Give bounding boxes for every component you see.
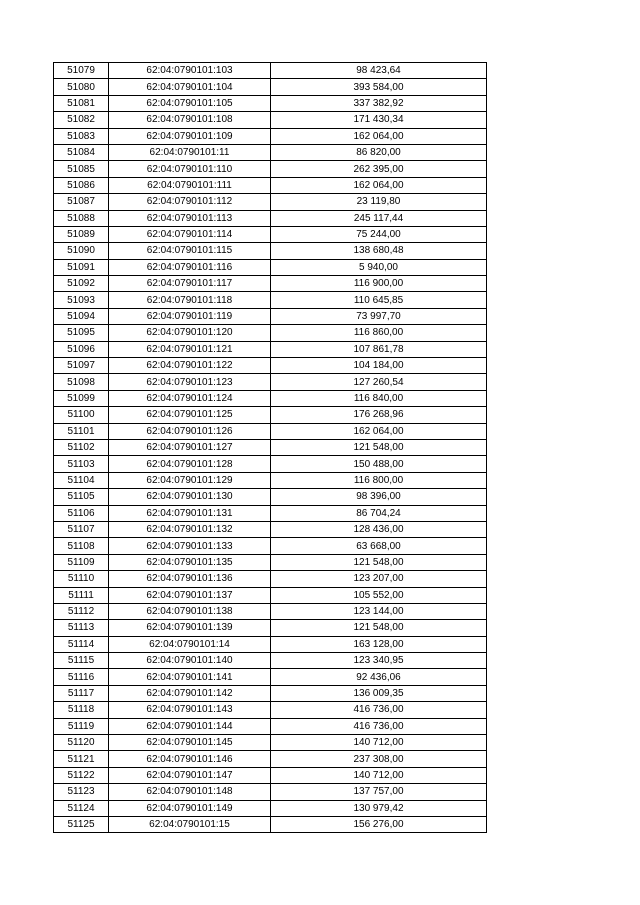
cadastral-number-cell: 62:04:0790101:119: [109, 308, 271, 324]
cadastral-number-cell: 62:04:0790101:105: [109, 95, 271, 111]
row-number-cell: 51085: [54, 161, 109, 177]
table-row: [54, 800, 487, 816]
row-number-cell: 51088: [54, 210, 109, 226]
value-cell: 107 861,78: [271, 341, 487, 357]
table-row: [54, 259, 487, 275]
table-row: [54, 685, 487, 701]
value-cell: 98 396,00: [271, 489, 487, 505]
cadastral-number-cell: 62:04:0790101:139: [109, 620, 271, 636]
value-cell: 137 757,00: [271, 784, 487, 800]
row-number-cell: 51094: [54, 308, 109, 324]
value-cell: 163 128,00: [271, 636, 487, 652]
value-cell: 123 144,00: [271, 603, 487, 619]
value-cell: 116 860,00: [271, 325, 487, 341]
value-cell: 116 840,00: [271, 390, 487, 406]
value-cell: 23 119,80: [271, 194, 487, 210]
table-row: [54, 243, 487, 259]
row-number-cell: 51089: [54, 226, 109, 242]
cadastral-number-cell: 62:04:0790101:103: [109, 63, 271, 79]
row-number-cell: 51121: [54, 751, 109, 767]
row-number-cell: 51091: [54, 259, 109, 275]
value-cell: 75 244,00: [271, 226, 487, 242]
row-number-cell: 51113: [54, 620, 109, 636]
table-row: [54, 538, 487, 554]
row-number-cell: 51105: [54, 489, 109, 505]
value-cell: 116 900,00: [271, 276, 487, 292]
cadastral-number-cell: 62:04:0790101:104: [109, 79, 271, 95]
row-number-cell: 51120: [54, 735, 109, 751]
table-row: [54, 554, 487, 570]
cadastral-number-cell: 62:04:0790101:146: [109, 751, 271, 767]
cadastral-number-cell: 62:04:0790101:113: [109, 210, 271, 226]
row-number-cell: 51095: [54, 325, 109, 341]
cadastral-number-cell: 62:04:0790101:125: [109, 407, 271, 423]
row-number-cell: 51084: [54, 144, 109, 160]
table-body: [54, 63, 487, 833]
value-cell: 140 712,00: [271, 735, 487, 751]
value-cell: 393 584,00: [271, 79, 487, 95]
value-cell: 63 668,00: [271, 538, 487, 554]
value-cell: 98 423,64: [271, 63, 487, 79]
cadastral-number-cell: 62:04:0790101:147: [109, 767, 271, 783]
row-number-cell: 51112: [54, 603, 109, 619]
value-cell: 140 712,00: [271, 767, 487, 783]
row-number-cell: 51093: [54, 292, 109, 308]
value-cell: 116 800,00: [271, 472, 487, 488]
table-row: [54, 521, 487, 537]
table-row: [54, 784, 487, 800]
table-row: [54, 636, 487, 652]
row-number-cell: 51123: [54, 784, 109, 800]
table-row: [54, 161, 487, 177]
table-row: [54, 308, 487, 324]
value-cell: 176 268,96: [271, 407, 487, 423]
value-cell: 110 645,85: [271, 292, 487, 308]
value-cell: 123 207,00: [271, 571, 487, 587]
cadastral-number-cell: 62:04:0790101:131: [109, 505, 271, 521]
cadastral-number-cell: 62:04:0790101:144: [109, 718, 271, 734]
row-number-cell: 51100: [54, 407, 109, 423]
cadastral-number-cell: 62:04:0790101:15: [109, 816, 271, 832]
row-number-cell: 51080: [54, 79, 109, 95]
table-row: [54, 423, 487, 439]
cadastral-number-cell: 62:04:0790101:137: [109, 587, 271, 603]
value-cell: 337 382,92: [271, 95, 487, 111]
table-row: [54, 226, 487, 242]
table-row: [54, 620, 487, 636]
value-cell: 127 260,54: [271, 374, 487, 390]
table-row: [54, 489, 487, 505]
row-number-cell: 51098: [54, 374, 109, 390]
cadastral-number-cell: 62:04:0790101:114: [109, 226, 271, 242]
table-row: [54, 95, 487, 111]
value-cell: 121 548,00: [271, 620, 487, 636]
cadastral-number-cell: 62:04:0790101:132: [109, 521, 271, 537]
table-row: [54, 816, 487, 832]
value-cell: 262 395,00: [271, 161, 487, 177]
cadastral-number-cell: 62:04:0790101:149: [109, 800, 271, 816]
value-cell: 121 548,00: [271, 554, 487, 570]
value-cell: 5 940,00: [271, 259, 487, 275]
table-row: [54, 210, 487, 226]
row-number-cell: 51119: [54, 718, 109, 734]
table-row: [54, 144, 487, 160]
cadastral-number-cell: 62:04:0790101:140: [109, 653, 271, 669]
value-cell: 105 552,00: [271, 587, 487, 603]
value-cell: 237 308,00: [271, 751, 487, 767]
row-number-cell: 51102: [54, 439, 109, 455]
value-cell: 123 340,95: [271, 653, 487, 669]
value-cell: 138 680,48: [271, 243, 487, 259]
row-number-cell: 51081: [54, 95, 109, 111]
cadastral-number-cell: 62:04:0790101:117: [109, 276, 271, 292]
cadastral-number-cell: 62:04:0790101:130: [109, 489, 271, 505]
row-number-cell: 51122: [54, 767, 109, 783]
table-row: [54, 407, 487, 423]
value-cell: 136 009,35: [271, 685, 487, 701]
row-number-cell: 51114: [54, 636, 109, 652]
value-cell: 245 117,44: [271, 210, 487, 226]
cadastral-number-cell: 62:04:0790101:126: [109, 423, 271, 439]
row-number-cell: 51125: [54, 816, 109, 832]
table-row: [54, 751, 487, 767]
cadastral-number-cell: 62:04:0790101:111: [109, 177, 271, 193]
row-number-cell: 51087: [54, 194, 109, 210]
value-cell: 73 997,70: [271, 308, 487, 324]
cadastral-number-cell: 62:04:0790101:123: [109, 374, 271, 390]
value-cell: 171 430,34: [271, 112, 487, 128]
table-row: [54, 79, 487, 95]
table-row: [54, 325, 487, 341]
table-row: [54, 276, 487, 292]
table-row: [54, 456, 487, 472]
table-row: [54, 194, 487, 210]
row-number-cell: 51110: [54, 571, 109, 587]
value-cell: 416 736,00: [271, 702, 487, 718]
table-row: [54, 128, 487, 144]
value-cell: 150 488,00: [271, 456, 487, 472]
row-number-cell: 51118: [54, 702, 109, 718]
cadastral-number-cell: 62:04:0790101:128: [109, 456, 271, 472]
cadastral-number-cell: 62:04:0790101:116: [109, 259, 271, 275]
value-cell: 130 979,42: [271, 800, 487, 816]
cadastral-number-cell: 62:04:0790101:11: [109, 144, 271, 160]
cadastral-number-cell: 62:04:0790101:148: [109, 784, 271, 800]
row-number-cell: 51082: [54, 112, 109, 128]
table-row: [54, 472, 487, 488]
table-row: [54, 603, 487, 619]
value-cell: 156 276,00: [271, 816, 487, 832]
table-row: [54, 341, 487, 357]
cadastral-number-cell: 62:04:0790101:122: [109, 358, 271, 374]
row-number-cell: 51116: [54, 669, 109, 685]
cadastral-number-cell: 62:04:0790101:127: [109, 439, 271, 455]
cadastral-number-cell: 62:04:0790101:14: [109, 636, 271, 652]
cadastral-number-cell: 62:04:0790101:109: [109, 128, 271, 144]
cadastral-number-cell: 62:04:0790101:129: [109, 472, 271, 488]
cadastral-number-cell: 62:04:0790101:108: [109, 112, 271, 128]
cadastral-number-cell: 62:04:0790101:135: [109, 554, 271, 570]
cadastral-number-cell: 62:04:0790101:124: [109, 390, 271, 406]
row-number-cell: 51111: [54, 587, 109, 603]
table-row: [54, 571, 487, 587]
row-number-cell: 51108: [54, 538, 109, 554]
cadastral-number-cell: 62:04:0790101:141: [109, 669, 271, 685]
value-cell: 128 436,00: [271, 521, 487, 537]
table-row: [54, 653, 487, 669]
table-row: [54, 112, 487, 128]
value-cell: 104 184,00: [271, 358, 487, 374]
value-cell: 162 064,00: [271, 128, 487, 144]
table-row: [54, 292, 487, 308]
cadastral-number-cell: 62:04:0790101:120: [109, 325, 271, 341]
row-number-cell: 51083: [54, 128, 109, 144]
table-row: [54, 702, 487, 718]
cadastral-number-cell: 62:04:0790101:121: [109, 341, 271, 357]
cadastral-number-cell: 62:04:0790101:138: [109, 603, 271, 619]
row-number-cell: 51106: [54, 505, 109, 521]
row-number-cell: 51101: [54, 423, 109, 439]
table-row: [54, 390, 487, 406]
row-number-cell: 51099: [54, 390, 109, 406]
table-row: [54, 505, 487, 521]
row-number-cell: 51124: [54, 800, 109, 816]
row-number-cell: 51104: [54, 472, 109, 488]
table-row: [54, 63, 487, 79]
cadastral-number-cell: 62:04:0790101:110: [109, 161, 271, 177]
table-row: [54, 735, 487, 751]
value-cell: 86 704,24: [271, 505, 487, 521]
row-number-cell: 51096: [54, 341, 109, 357]
cadastral-number-cell: 62:04:0790101:133: [109, 538, 271, 554]
row-number-cell: 51097: [54, 358, 109, 374]
row-number-cell: 51086: [54, 177, 109, 193]
row-number-cell: 51115: [54, 653, 109, 669]
table-row: [54, 718, 487, 734]
value-cell: 162 064,00: [271, 177, 487, 193]
table-row: [54, 767, 487, 783]
table-row: [54, 439, 487, 455]
value-cell: 92 436,06: [271, 669, 487, 685]
row-number-cell: 51092: [54, 276, 109, 292]
row-number-cell: 51107: [54, 521, 109, 537]
value-cell: 162 064,00: [271, 423, 487, 439]
row-number-cell: 51090: [54, 243, 109, 259]
row-number-cell: 51079: [54, 63, 109, 79]
value-cell: 416 736,00: [271, 718, 487, 734]
table-row: [54, 177, 487, 193]
row-number-cell: 51103: [54, 456, 109, 472]
table-row: [54, 669, 487, 685]
value-cell: 121 548,00: [271, 439, 487, 455]
cadastral-number-cell: 62:04:0790101:115: [109, 243, 271, 259]
table-row: [54, 358, 487, 374]
value-cell: 86 820,00: [271, 144, 487, 160]
cadastral-number-cell: 62:04:0790101:142: [109, 685, 271, 701]
row-number-cell: 51109: [54, 554, 109, 570]
data-table: [53, 62, 487, 833]
cadastral-number-cell: 62:04:0790101:118: [109, 292, 271, 308]
cadastral-number-cell: 62:04:0790101:136: [109, 571, 271, 587]
cadastral-number-cell: 62:04:0790101:112: [109, 194, 271, 210]
cadastral-number-cell: 62:04:0790101:143: [109, 702, 271, 718]
row-number-cell: 51117: [54, 685, 109, 701]
table-row: [54, 587, 487, 603]
cadastral-number-cell: 62:04:0790101:145: [109, 735, 271, 751]
table-row: [54, 374, 487, 390]
